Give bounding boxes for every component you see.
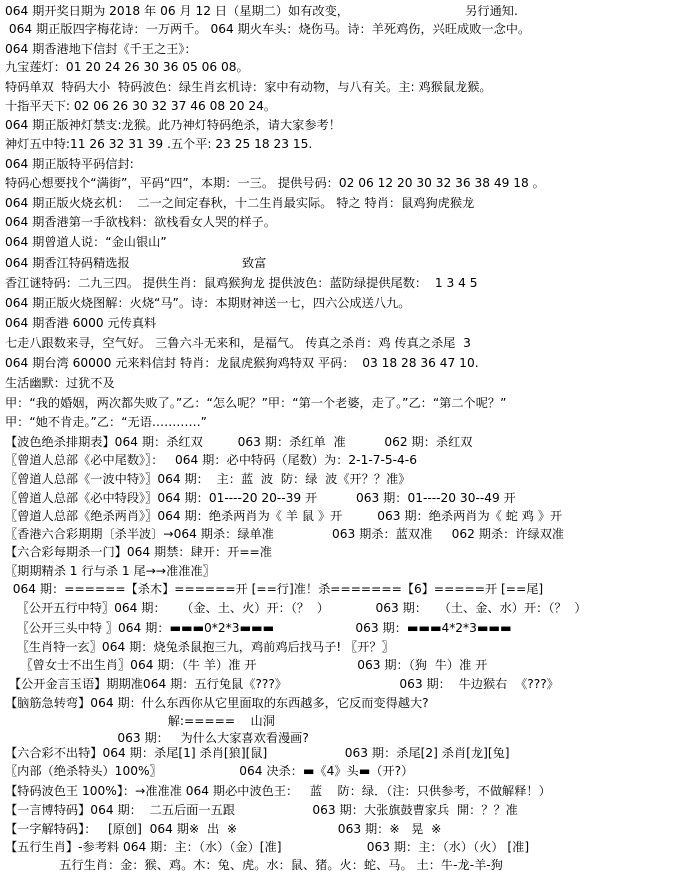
text-line-26: 〖曾道人总部《必中特段》〗064 期：01----20 20--39 开 063 期：01----20 30--49 开: [5, 491, 516, 505]
text-line-21: 甲：“我的婚姻，两次都失败了。”乙：“怎么呢？”甲：“第一个老婆，走了。”乙：“第二个呢？”: [5, 396, 507, 410]
text-line-15: 香江谜特码：二九三四。 提供生肖：鼠鸡猴狗龙 提供波色：蓝防绿提供尾数： 1 3 4 5: [5, 276, 478, 290]
text-line-10: 特码心想要找个“满街”，平码“四”，本期：一三。 提供号码：02 06 12 20 30 32 36 38 49 18 。: [5, 176, 545, 190]
text-line-14: 064 期香江特码精选报 致富: [5, 256, 267, 270]
text-line-40: 【六合彩不出特】064 期：杀尾[1] 杀肖[狼][鼠] 063 期：杀尾[2] 杀肖[龙][兔]: [5, 746, 510, 760]
text-line-46: 五行生肖：金：猴、鸡。木：兔、虎。水：鼠、猪。火：蛇、马。 土：牛-龙-羊-狗: [5, 858, 503, 872]
text-line-41: 〖内部（绝杀特头）100%〗 064 决杀：▬《4》头▬（开?）: [5, 764, 414, 778]
text-line-35: 〖曾女士不出生肖〗064 期：（牛 羊）准 开 063 期：（狗 牛）准 开: [5, 658, 488, 672]
text-line-36: 【公开金言玉语】期期准064 期：五行兔鼠《???》 063 期： 牛边猴右 《???》: [5, 677, 559, 691]
text-line-44: 【一字解特码】： [原创] 064 期※ 出 ※ 063 期：※ 晃 ※: [5, 822, 442, 836]
text-line-5: 特码单双 特码大小 特码波色：绿生肖玄机诗：家中有动物，与八有关。主: 鸡猴鼠龙猴。: [5, 80, 492, 94]
text-line-17: 064 期香港 6000 元传真料: [5, 316, 157, 330]
text-line-12: 064 期香港第一手欲栈料：欲栈看女人哭的样子。: [5, 215, 276, 229]
text-line-45: 【五行生肖】-参考料 064 期：主：（水）（金）[准] 063 期：主：（水）（火） [准]: [5, 840, 530, 854]
text-line-3: 064 期香港地下信封《千王之王》：: [5, 42, 197, 56]
text-line-32: 〖公开五行中特〗064 期： （金、土、火）开：（？ ） 063 期： （土、金、水）开：（？ ）: [5, 601, 587, 615]
text-line-30: 〖期期精杀 1 行与杀 1 尾→→准准准〗: [5, 564, 215, 578]
text-line-16: 064 期正版火烧图解：火烧“马”。诗：本期财神送一七，四六公成送八九。: [5, 296, 411, 310]
text-line-19: 064 期台湾 60000 元来料信封 特肖：龙鼠虎猴狗鸡特双 平码： 03 18 28 36 47 10.: [5, 356, 479, 370]
text-line-34: 〖生肖特一玄〗064 期：烧兔杀鼠抱三九，鸡前鸡后找马子! 〖开？〗: [5, 640, 394, 654]
text-line-20: 生活幽默：过犹不及: [5, 376, 115, 390]
text-line-24: 〖曾道人总部《必中尾数》〗： 064 期：必中特码（尾数）为：2-1-7-5-4-6: [5, 453, 417, 467]
text-line-2: 064 期正版四字梅花诗：一万两千。 064 期火车头：烧伤马。诗：羊死鸡伤，兴旺成败一念中。: [5, 22, 531, 36]
text-line-38: 解:===== 山洞: [5, 714, 275, 728]
text-line-43: 【一言博特码】064 期： 二五后面一五跟 063 期：大张旗鼓曹家兵 開：？？准: [5, 803, 518, 817]
text-line-8: 神灯五中特:11 26 32 31 39 .五个平: 23 25 18 23 15.: [5, 137, 313, 151]
text-line-31: 064 期：======【杀木】======开 [==行]准！杀=======【6】=====开 [==尾]: [5, 582, 544, 596]
text-line-25: 〖曾道人总部《一波中特》〗064 期： 主：蓝 波 防：绿 波《开？？准》: [5, 472, 411, 486]
text-line-33: 〖公开三头中特 〗064 期：▬▬▬0*2*3▬▬▬ 063 期：▬▬▬4*2*3▬▬▬: [5, 621, 512, 635]
text-line-37: 【脑筋急转弯】064 期：什么东西你从它里面取的东西越多，它反而变得越大?: [5, 696, 429, 710]
text-line-29: 【六合彩每期杀一门】064 期禁：肆开：开==准: [5, 545, 272, 559]
text-line-6: 十指平天下: 02 06 26 30 32 37 46 08 20 24。: [5, 99, 277, 113]
text-line-9: 064 期正版特平码信封:: [5, 157, 134, 171]
text-line-1: 064 期开奖日期为 2018 年 06 月 12 日（星期二）如有改变， 另行通知.: [5, 4, 518, 18]
text-line-39: 063 期： 为什么大家喜欢看漫画?: [5, 731, 309, 745]
text-line-28: 〖香港六合彩期期〔杀半波〕→064 期杀：绿单准 063 期杀：蓝双准 062 期杀：许绿双准: [5, 527, 565, 541]
text-line-18: 七走八跟数来寻，空气好。 三鲁六斗无来和，是福气。 传真之杀肖：鸡 传真之杀尾 3: [5, 336, 471, 350]
text-line-23: 【波色绝杀排期表】064 期：杀红双 063 期：杀红单 准 062 期：杀红双: [5, 435, 473, 449]
text-line-13: 064 期曾道人说：“金山银山”: [5, 235, 167, 249]
text-line-27: 〖曾道人总部《绝杀两肖》〗064 期：绝杀两肖为《 羊 鼠 》开 063 期：绝杀两肖为《 蛇 鸡 》开: [5, 509, 563, 523]
text-line-22: 甲：“她不肯走。”乙：“无语…………”: [5, 415, 207, 429]
text-line-42: 【特码波色王 100%】：→准准准 064 期必中波色王： 蓝 防：绿．（注：只供参考，不做解释！）: [5, 784, 551, 798]
text-line-11: 064 期正版火烧玄机： 二一之间定春秋，十二生肖最实际。 特之 特肖：鼠鸡狗虎猴龙: [5, 196, 475, 210]
text-line-4: 九宝莲灯：01 20 24 26 30 36 05 06 08。: [5, 60, 249, 74]
text-line-7: 064 期正版神灯禁支:龙猴。此乃神灯特码绝杀，请大家参考！: [5, 118, 341, 132]
